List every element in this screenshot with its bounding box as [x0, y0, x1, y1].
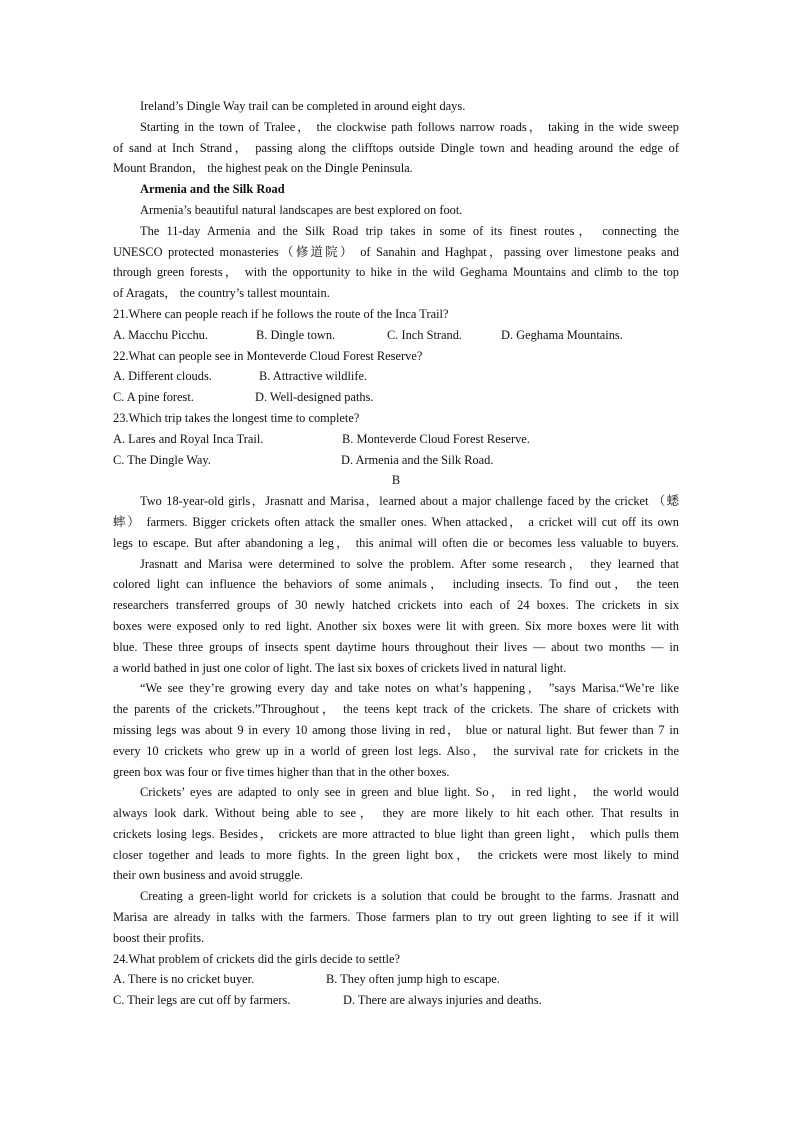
option-d: D. Armenia and the Silk Road.	[341, 452, 494, 467]
exam-page	[113, 96, 679, 1011]
passage-b-paragraph-5-line-1: Creating a green-light world for crickets is a solution that could be brought to the farms. Jrasnatt and	[140, 889, 679, 904]
passage-b-paragraph-2-line-4: boxes were exposed only to red light. Another six boxes were lit with green. Six more boxes were lit with	[113, 618, 679, 633]
question-21-options	[113, 325, 679, 346]
question-22-options-row-2	[113, 387, 679, 408]
option-b: B. Attractive wildlife.	[259, 369, 368, 384]
question-24-options-row-1	[113, 969, 679, 990]
armenia-paragraph-2-line-3: through green forests， with the opportunity to hike in the wild Geghama Mountains and climb to the top	[113, 265, 679, 280]
passage-b-paragraph-4-line-4: closer together and leads to more fights. In the green light box， the crickets were most likely to mind	[113, 847, 679, 862]
option-c: C. The Dingle Way.	[113, 452, 211, 467]
option-b: B. Dingle town.	[256, 327, 336, 342]
passage-b-paragraph-3-line-2: the parents of the crickets.”Throughout， the teens kept track of the crickets. The share of crickets with	[113, 702, 679, 717]
armenia-paragraph-2-line-4: of Aragats， the country’s tallest mountain.	[113, 286, 330, 301]
option-d: D. There are always injuries and deaths.	[343, 993, 542, 1008]
passage-b-paragraph-3-line-1: “We see they’re growing every day and take notes on what’s happening， ”says Marisa.“We’re like	[140, 681, 679, 696]
option-b: B. They often jump high to escape.	[326, 972, 500, 987]
section-b-label: B	[391, 473, 401, 488]
passage-b-paragraph-4-line-2: always look dark. Without being able to see， they are more likely to hit each other. That results in	[113, 806, 679, 821]
passage-b-paragraph-4-line-1: Crickets’ eyes are adapted to only see in green and blue light. So， in red light， the world would	[140, 785, 679, 800]
passage-b-paragraph-3-line-4: every 10 crickets who grew up in a world of green lost legs. Also， the survival rate for crickets in the	[113, 743, 679, 758]
option-a: A. Lares and Royal Inca Trail.	[113, 431, 264, 446]
question-21: 21.Where can people reach if he follows the route of the Inca Trail?	[113, 306, 449, 321]
passage-b-paragraph-5-line-2: Marisa are already in talks with the farmers. Those farmers plan to try out green lighting to see if it will	[113, 910, 679, 925]
option-d: D. Geghama Mountains.	[501, 327, 623, 342]
ireland-paragraph-1: Ireland’s Dingle Way trail can be completed in around eight days.	[140, 99, 466, 113]
passage-b-paragraph-5-line-3: boost their profits.	[113, 930, 205, 945]
passage-b-paragraph-3-line-3: missing legs was about 9 in every 10 among those living in red， blue or natural light. But fewer than 7 in	[113, 722, 679, 737]
armenia-paragraph-1: Armenia’s beautiful natural landscapes are best explored on foot.	[140, 202, 463, 217]
question-24-options-row-2	[113, 990, 679, 1011]
passage-b-paragraph-3-line-5: green box was four or five times higher than that in the other boxes.	[113, 764, 450, 779]
question-23-options-row-1	[113, 429, 679, 450]
armenia-paragraph-2-line-1: The 11-day Armenia and the Silk Road trip takes in some of its finest routes， connecting the	[140, 223, 679, 238]
passage-b-paragraph-1-line-1: Two 18-year-old girls，Jrasnatt and Marisa，learned about a major challenge faced by the cricket （蟋	[140, 494, 679, 509]
question-23-options-row-2	[113, 450, 679, 471]
option-a: A. Macchu Picchu.	[113, 327, 208, 342]
option-c: C. A pine forest.	[113, 390, 194, 405]
ireland-paragraph-2-line-3: Mount Brandon， the highest peak on the Dingle Peninsula.	[113, 161, 413, 176]
question-23: 23.Which trip takes the longest time to complete?	[113, 410, 360, 425]
passage-b-paragraph-1-line-3: legs to escape. But after abandoning a leg， this animal will often die or becomes less valuable to buyers.	[113, 535, 679, 550]
passage-b-paragraph-1-line-2: 蟀） farmers. Bigger crickets often attack the smaller ones. When attacked， a cricket will cut off its own	[113, 514, 679, 529]
armenia-heading: Armenia and the Silk Road	[140, 182, 285, 197]
option-c: C. Their legs are cut off by farmers.	[113, 993, 291, 1008]
question-24: 24.What problem of crickets did the girls decide to settle?	[113, 951, 400, 966]
option-a: A. There is no cricket buyer.	[113, 972, 255, 987]
passage-b-paragraph-4-line-5: their own business and avoid struggle.	[113, 868, 303, 883]
ireland-paragraph-2-line-2: of sand at Inch Strand， passing along the clifftops outside Dingle town and heading around the edge of	[113, 140, 679, 155]
option-b: B. Monteverde Cloud Forest Reserve.	[342, 431, 530, 446]
question-22: 22.What can people see in Monteverde Cloud Forest Reserve?	[113, 348, 423, 363]
option-d: D. Well-designed paths.	[255, 390, 374, 405]
passage-b-paragraph-2-line-2: colored light can influence the behaviors of some animals， including insects. To find out， the teen	[113, 577, 679, 592]
question-22-options-row-1	[113, 366, 679, 387]
passage-b-paragraph-2-line-1: Jrasnatt and Marisa were determined to solve the problem. After some research， they learned that	[140, 556, 679, 571]
passage-b-paragraph-2-line-5: blue. These three groups of insects spent daytime hours throughout their lives — about two months — in	[113, 639, 679, 654]
armenia-paragraph-2-line-2: UNESCO protected monasteries（修道院） of Sanahin and Haghpat，passing over limestone peaks and	[113, 244, 679, 259]
passage-b-paragraph-4-line-3: crickets losing legs. Besides， crickets are more attracted to blue light than green light， which pulls them	[113, 826, 679, 841]
ireland-paragraph-2-line-1: Starting in the town of Tralee， the clockwise path follows narrow roads， taking in the wide sweep	[140, 119, 679, 134]
passage-b-paragraph-2-line-6: a world bathed in just one color of light. The last six boxes of crickets lived in natural light.	[113, 660, 567, 675]
option-a: A. Different clouds.	[113, 369, 212, 384]
option-c: C. Inch Strand.	[387, 327, 463, 342]
passage-b-paragraph-2-line-3: researchers transferred groups of 30 newly hatched crickets into each of 24 boxes. The crickets in six	[113, 598, 679, 613]
